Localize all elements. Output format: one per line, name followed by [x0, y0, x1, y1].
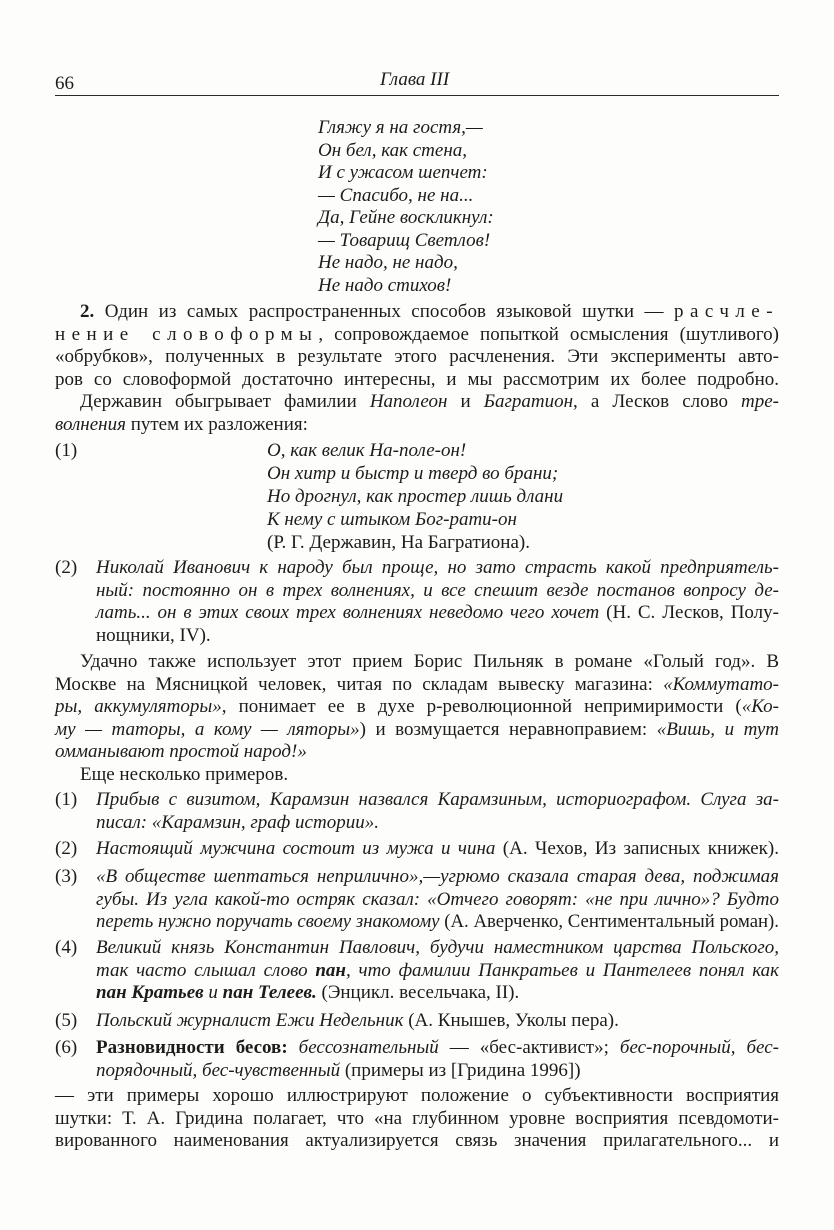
- source-citation: (А. Чехов, Из записных книжек).: [495, 838, 779, 859]
- italic-text: бессознательный: [287, 1037, 439, 1058]
- italic-text: переть нужно поручать своему знакомому: [96, 911, 440, 933]
- example-item: [96, 838, 779, 861]
- paragraph-text: Державин обыгрывает фамилии: [80, 391, 370, 413]
- page-number: 66: [55, 73, 74, 94]
- text-line: [55, 1108, 779, 1131]
- italic-text: Наполеон: [369, 391, 448, 413]
- bold-italic-text: пан Телеев.: [222, 982, 317, 1004]
- italic-text: волнения: [55, 413, 126, 435]
- italic-text: и: [203, 982, 223, 1004]
- example-label: (2): [55, 557, 78, 578]
- running-title: Глава III: [380, 69, 450, 90]
- italic-text: омманывают простой народ!»: [55, 741, 307, 763]
- text-line: [96, 838, 779, 861]
- paragraph-text: Удачно также использует этот прием Борис Пильняк в романе «Голый год». В: [80, 651, 779, 672]
- text-line: [55, 674, 779, 697]
- example-label: (1): [55, 789, 78, 810]
- paragraph-text: Еще несколько примеров.: [80, 763, 289, 785]
- poem-line: — Спасибо, не на...: [318, 184, 474, 206]
- text-line: [55, 1085, 779, 1108]
- italic-text: «В обществе шептаться неприлично»,—угрюмо сказала старая дева, поджимая: [96, 866, 779, 887]
- bold-italic-text: пан Кратьев: [96, 982, 204, 1004]
- text-line: [55, 1130, 779, 1153]
- source-citation: (А. Кнышев, Уколы пера).: [403, 1010, 619, 1031]
- source-citation: (Р. Г. Державин, На Багратиона).: [267, 531, 530, 553]
- example-label: (2): [55, 838, 78, 859]
- spaced-text: нение словоформы: [55, 323, 319, 345]
- text-line: [55, 414, 779, 437]
- poem-line: Он бел, как стена,: [318, 139, 468, 161]
- example-label: (6): [55, 1037, 78, 1058]
- example-label: (1): [55, 440, 78, 461]
- example-1-verse: [267, 440, 563, 555]
- pilnyak-paragraph: [55, 651, 779, 787]
- italic-text: губы. Из угла какой-то остряк сказал: «Отчего говорят: «не при лично»? Будто: [96, 888, 779, 910]
- text-line: [96, 557, 779, 580]
- text-line: [55, 741, 779, 764]
- italic-text: Настоящий мужчина состоит из мужа и чина: [96, 838, 496, 859]
- poem-line: Не надо стихов!: [318, 274, 452, 296]
- poem-line: Да, Гейне воскликнул:: [318, 207, 494, 228]
- text-line: [96, 937, 779, 960]
- source-citation: (примеры из [Гридина 1996]): [340, 1059, 581, 1081]
- closing-paragraph: [55, 1085, 779, 1153]
- text-line: [55, 764, 779, 787]
- text-line: [96, 1010, 779, 1033]
- text-line: [96, 889, 779, 912]
- text-line: [96, 911, 779, 934]
- italic-text: тре-: [741, 391, 780, 413]
- paragraph-text: — эти примеры хорошо иллюстрируют положение о субъективности восприятия: [55, 1085, 779, 1106]
- bold-italic-text: пан: [315, 959, 346, 981]
- text-line: [55, 346, 779, 369]
- text-line: [96, 866, 779, 889]
- example-item: [96, 1010, 779, 1033]
- example-item: [96, 937, 779, 1005]
- section-number: 2.: [80, 301, 95, 322]
- italic-text: Польский журналист Ежи Недельник: [96, 1010, 404, 1031]
- source-citation: нощники, IV).: [96, 624, 211, 646]
- header-rule: [55, 95, 779, 96]
- example-2-text: [96, 557, 779, 647]
- poem-line: Гляжу я на гостя,—: [318, 117, 483, 138]
- poem-line: — Товарищ Светлов!: [318, 229, 491, 251]
- text-line: [96, 982, 779, 1005]
- paragraph-text: и: [447, 391, 484, 413]
- spaced-text: расчле-: [673, 301, 779, 322]
- text-line: [55, 696, 779, 719]
- text-line: [55, 301, 779, 324]
- verse-line: К нему с штыком Бог-рати-он: [267, 508, 517, 530]
- paragraph-text: ров со словоформой достаточно интересны, и мы рассмотрим их более подробно.: [55, 368, 779, 390]
- example-item: [96, 1037, 779, 1082]
- text-line: [96, 580, 779, 603]
- text-line: [96, 960, 779, 983]
- poem-line: Не надо, не надо,: [318, 252, 458, 273]
- italic-text: Прибыв с визитом, Карамзин назвался Карамзиным, историографом. Слуга за-: [96, 789, 779, 810]
- bold-text: Разновидности бесов:: [96, 1037, 288, 1058]
- italic-text: лать... он в этих своих трех волнениях неведомо чего хочет: [96, 602, 600, 624]
- paragraph-text: «обрубков», полученных в результате этого расчленения. Эти эксперименты авто-: [55, 346, 779, 368]
- example-item: [96, 789, 779, 834]
- verse-line: Он хитр и быстр и тверд во брани;: [267, 462, 559, 484]
- example-item: [96, 866, 779, 934]
- source-citation: (Н. С. Лесков, Полу-: [599, 602, 779, 624]
- italic-text: порядочный, бес-чувственный: [96, 1059, 341, 1081]
- text-line: [96, 812, 779, 835]
- text-line: [96, 1060, 779, 1083]
- text-line: [55, 324, 779, 347]
- poem-line: И с ужасом шепчет:: [318, 162, 488, 183]
- text-line: [96, 625, 779, 648]
- source-citation: (А. Аверченко, Сентиментальный роман).: [439, 911, 779, 933]
- paragraph-text: вированного наименования актуализируется связь значения прилагательного... и: [55, 1130, 779, 1152]
- text-line: [96, 1037, 779, 1060]
- text-line: [55, 369, 779, 392]
- text-line: [96, 602, 779, 625]
- italic-text: Великий князь Константин Павлович, будучи наместником царства Польского,: [96, 937, 779, 958]
- example-label: (4): [55, 937, 78, 958]
- verse-line: Но дрогнул, как простер лишь длани: [267, 485, 564, 507]
- italic-text: «Коммутато-: [663, 673, 779, 695]
- example-label: (3): [55, 866, 78, 887]
- paragraph-text: путем их разложения:: [125, 413, 308, 435]
- paragraph-text: шутки: Т. А. Гридина полагает, что «на глубинном уровне восприятия псевдомоти-: [55, 1107, 779, 1129]
- paragraph-text: , а Лесков слово: [573, 391, 742, 413]
- verse-line: О, как велик На-поле-он!: [267, 440, 467, 461]
- italic-text: бес-порочный, бес-: [619, 1037, 779, 1058]
- paragraph-text: Один из самых распространенных способов языковой шутки —: [104, 301, 674, 322]
- text-line: [96, 789, 779, 812]
- paragraph-text: , сопровождаемое попыткой осмысления (шутливого): [318, 323, 779, 345]
- italic-text: писал: «Карамзин, граф истории».: [96, 811, 379, 833]
- italic-text: ры, аккумуляторы»: [55, 696, 222, 718]
- section-2-paragraph: [55, 301, 779, 437]
- paragraph-text: ) и возмущается неравноправием:: [359, 718, 657, 740]
- example-label: (5): [55, 1010, 78, 1031]
- italic-text: му — таторы, а кому — ляторы»: [55, 718, 360, 740]
- italic-text: «Ко-: [741, 696, 779, 718]
- paragraph-text: , понимает ее в духе р-революционной непримиримости (: [221, 696, 742, 718]
- italic-text: Николай Иванович к народу был проще, но зато страсть какой предприятель-: [96, 557, 779, 578]
- paragraph-text: — «бес-активист»;: [438, 1037, 620, 1058]
- poem: [318, 117, 494, 297]
- italic-text: так часто слышал слово: [96, 959, 316, 981]
- italic-text: Багратион: [483, 391, 574, 413]
- paragraph-text: Москве на Мясницкой человек, читая по складам вывеску магазина:: [55, 673, 664, 695]
- italic-text: , что фамилии Панкратьев и Пантелеев понял как: [345, 959, 779, 981]
- italic-text: «Вишь, и тут: [656, 718, 780, 740]
- italic-text: ный: постоянно он в трех волнениях, и все спешит везде постанов вопросу де-: [96, 579, 779, 601]
- text-line: [55, 719, 779, 742]
- source-citation: (Энцикл. весельчака, II).: [316, 982, 520, 1004]
- text-line: [55, 651, 779, 674]
- text-line: [55, 391, 779, 414]
